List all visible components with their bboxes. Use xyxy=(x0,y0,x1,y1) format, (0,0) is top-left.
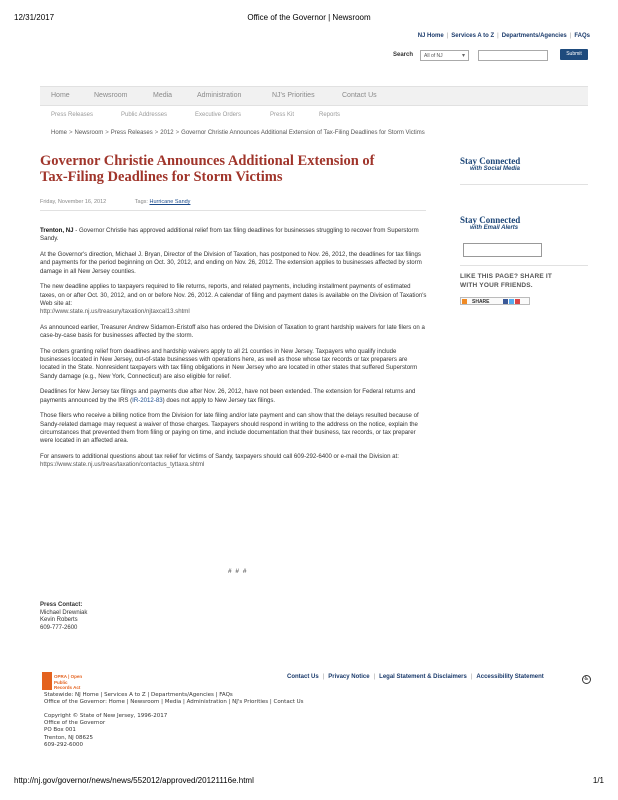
opra-line: Public Records Act xyxy=(54,679,81,690)
print-header xyxy=(14,13,604,25)
press-contact-phone: 609-777-2600 xyxy=(40,624,78,631)
breadcrumb-home[interactable]: Home xyxy=(51,130,68,136)
search-label: Search xyxy=(393,52,414,58)
opra-logo[interactable] xyxy=(42,672,86,690)
copyright: Copyright © State of New Jersey, 1996-2017 xyxy=(44,713,168,719)
footer-contact-us[interactable]: Contact Us xyxy=(287,674,319,680)
footer-nav xyxy=(44,692,304,706)
irs-link[interactable]: IR-2012-83 xyxy=(132,396,163,404)
separator: | xyxy=(373,674,376,680)
breadcrumb-press-releases[interactable]: Press Releases xyxy=(110,130,153,136)
breadcrumb-newsroom[interactable]: Newsroom xyxy=(74,130,104,136)
search-scope-value: All of NJ xyxy=(424,53,443,59)
search-scope-select[interactable] xyxy=(420,50,469,61)
email-icon xyxy=(515,299,520,304)
breadcrumb-current: Governor Christie Announces Additional Extension of Tax-Filing Deadlines for Storm Victims xyxy=(181,130,425,136)
paragraph xyxy=(40,453,428,470)
paragraph-text: For answers to additional questions about tax relief for victims of Sandy, taxpayers should call 609-292-6400 or e-mail the Division at: xyxy=(40,452,399,460)
separator: | xyxy=(322,674,325,680)
subnav-press-kit[interactable]: Press Kit xyxy=(270,112,295,118)
opra-text xyxy=(54,674,86,691)
opra-line: OPRA | Open xyxy=(54,674,83,679)
breadcrumb-year[interactable]: 2012 xyxy=(160,130,174,136)
paragraph xyxy=(40,227,428,244)
footer-legal[interactable]: Legal Statement & Disclaimers xyxy=(379,674,467,680)
accessibility-icon[interactable]: ♿ xyxy=(583,676,590,682)
print-url: http://nj.gov/governor/news/news/552012/approved/20121116e.html xyxy=(14,776,254,785)
tags-label: Tags: xyxy=(134,199,148,205)
separator: | xyxy=(569,33,572,39)
top-link-services[interactable]: Services A to Z xyxy=(451,33,495,39)
share-prompt-line: LIKE THIS PAGE? SHARE IT xyxy=(460,273,553,280)
subnav-public-addresses[interactable]: Public Addresses xyxy=(121,112,168,118)
social-media-widget[interactable] xyxy=(460,156,520,172)
search-input[interactable] xyxy=(478,50,548,61)
main-nav xyxy=(40,86,588,106)
email-alerts-widget xyxy=(460,215,520,231)
paragraph-text: ) does not apply to New Jersey tax filings. xyxy=(162,396,276,404)
share-icon xyxy=(462,299,467,304)
separator: | xyxy=(470,674,473,680)
email-subtitle: with Email Alerts xyxy=(470,225,519,231)
nav-administration[interactable]: Administration xyxy=(197,92,242,99)
footer-address xyxy=(44,713,167,749)
top-link-departments[interactable]: Departments/Agencies xyxy=(501,33,567,39)
separator: | xyxy=(497,33,499,39)
top-link-nj-home[interactable]: NJ Home xyxy=(417,33,444,39)
nav-priorities[interactable]: NJ's Priorities xyxy=(272,92,315,99)
paragraph: At the Governor's direction, Michael J. Bryan, Director of the Division of Taxation, has postponed to Nov. 26, 2012, the deadlines for tax filings and payments for the period beginning on Oct. 30, 2012, and ending on Nov. 26, 2012. The extension applies to businesses affected by storm damage in all New Jersey counties. xyxy=(40,250,422,275)
paragraph: The orders granting relief from deadlines and hardship waivers apply to all 21 counties in New Jersey. Taxpayers who qualify include businesses located in New Jersey, out-of-state businesses with operations here, as well as those whose tax records or tax preparers are located in the State. Nonresident taxpayers with tax filing obligations in New Jersey who are located in other states that suffered Superstorm Sandy damage (e.g., New York, Connecticut) are also eligible for relief. xyxy=(40,347,418,380)
twitter-icon xyxy=(509,299,514,304)
nav-media[interactable]: Media xyxy=(153,92,173,99)
subnav-press-releases[interactable]: Press Releases xyxy=(51,112,94,118)
print-title: Office of the Governor | Newsroom xyxy=(247,13,371,22)
print-date: 12/31/2017 xyxy=(14,13,55,22)
subnav-reports[interactable]: Reports xyxy=(319,112,341,118)
office-links[interactable]: Office of the Governor: Home | Newsroom | Media | Administration | NJ's Priorities | Contact Us xyxy=(44,699,304,706)
social-title: Stay Connected xyxy=(460,156,521,166)
top-link-faqs[interactable]: FAQs xyxy=(574,33,590,39)
press-contact-name: Kevin Roberts xyxy=(40,617,78,624)
facebook-icon xyxy=(503,299,508,304)
address-line: Trenton, NJ 08625 xyxy=(44,734,94,741)
separator: | xyxy=(446,33,449,39)
paragraph: Those filers who receive a billing notice from the Division for late filing and/or late payment and can show that the delays resulted because of Sandy-related damage may request a waiver of those charges. Taxpayers should respond in writing to the address on the notice, explain the circumstances that prevented them from filing or paying on time, and include documentation that their business, tax records, or tax preparer were located in an affected area. xyxy=(40,412,419,445)
statewide-links[interactable]: Statewide: NJ Home | Services A to Z | Departments/Agencies | FAQs xyxy=(44,692,233,698)
end-mark: # # # xyxy=(228,568,248,575)
nav-home[interactable]: Home xyxy=(51,92,70,99)
article-date: Friday, November 16, 2012 xyxy=(40,199,107,205)
paragraph-text: The new deadline applies to taxpayers required to file returns, reports, and related payments, including installment payments of estimated taxes, on or after Oct. 30, 2012, and on or before Nov. 26, 2012. A calendar of filing and payment dates is available on the Division of Taxation's Web site at: xyxy=(40,283,427,307)
breadcrumb xyxy=(51,130,425,136)
divider xyxy=(460,184,588,185)
divider xyxy=(460,265,588,266)
email-alert-input[interactable] xyxy=(463,243,542,257)
footer-links xyxy=(287,674,544,680)
contact-division-link[interactable]: https://www.state.nj.us/treas/taxation/contactus_tyttaxa.shtml xyxy=(40,461,205,469)
article-body xyxy=(40,227,428,477)
separator: > xyxy=(105,130,109,136)
chevron-down-icon: ▾ xyxy=(461,53,465,59)
article-meta xyxy=(40,199,190,205)
address-line: Office of the Governor xyxy=(44,720,106,727)
share-prompt-line: WITH YOUR FRIENDS. xyxy=(460,281,533,289)
subnav-executive-orders[interactable]: Executive Orders xyxy=(195,112,242,118)
share-prompt xyxy=(460,273,552,290)
address-line: PO Box 001 xyxy=(44,727,76,734)
print-footer xyxy=(14,776,604,788)
separator: > xyxy=(154,130,159,136)
nav-newsroom[interactable]: Newsroom xyxy=(94,92,128,99)
separator: > xyxy=(175,130,180,136)
paragraph-text: - Governor Christie has approved additional relief from tax filing deadlines for businesses struggling to recover from Superstorm Sandy. xyxy=(40,227,419,243)
search-submit-button[interactable]: Submit xyxy=(560,49,588,60)
opra-mark xyxy=(42,672,52,690)
page-title: Governor Christie Announces Additional Extension of Tax-Filing Deadlines for Storm Victims xyxy=(40,153,375,185)
email-title: Stay Connected xyxy=(460,215,521,225)
social-subtitle: with Social Media xyxy=(470,166,521,172)
paragraph xyxy=(40,283,428,316)
press-contact xyxy=(40,602,87,632)
footer-accessibility[interactable]: Accessibility Statement xyxy=(476,674,544,680)
tag-link[interactable]: Hurricane Sandy xyxy=(149,199,191,205)
press-contact-heading: Press Contact: xyxy=(40,602,83,608)
tax-calendar-link[interactable]: http://www.state.nj.us/treasury/taxation/njtaxcal13.shtml xyxy=(40,308,190,316)
page-number: 1/1 xyxy=(592,776,604,785)
paragraph: As announced earlier, Treasurer Andrew Sidamon-Eristoff also has ordered the Division of Taxation to grant hardship waivers for late filers on a case-by-case basis for businesses affected by the storm. xyxy=(40,323,425,340)
press-contact-name: Michael Drewniak xyxy=(40,609,88,616)
top-links xyxy=(418,33,590,39)
footer-privacy[interactable]: Privacy Notice xyxy=(328,674,370,680)
address-phone: 609-292-6000 xyxy=(44,741,83,748)
paragraph xyxy=(40,388,428,405)
share-label: SHARE xyxy=(472,299,490,305)
nav-contact-us[interactable]: Contact Us xyxy=(342,92,377,99)
divider xyxy=(40,210,426,211)
separator: > xyxy=(69,130,73,136)
share-button[interactable] xyxy=(460,297,530,305)
paragraph-text: Deadlines for New Jersey tax filings and payments due after Nov. 26, 2012, have not been extended. The extension for Federal returns and payments announced by the IRS ( xyxy=(40,388,416,404)
dateline: Trenton, NJ xyxy=(40,227,74,234)
